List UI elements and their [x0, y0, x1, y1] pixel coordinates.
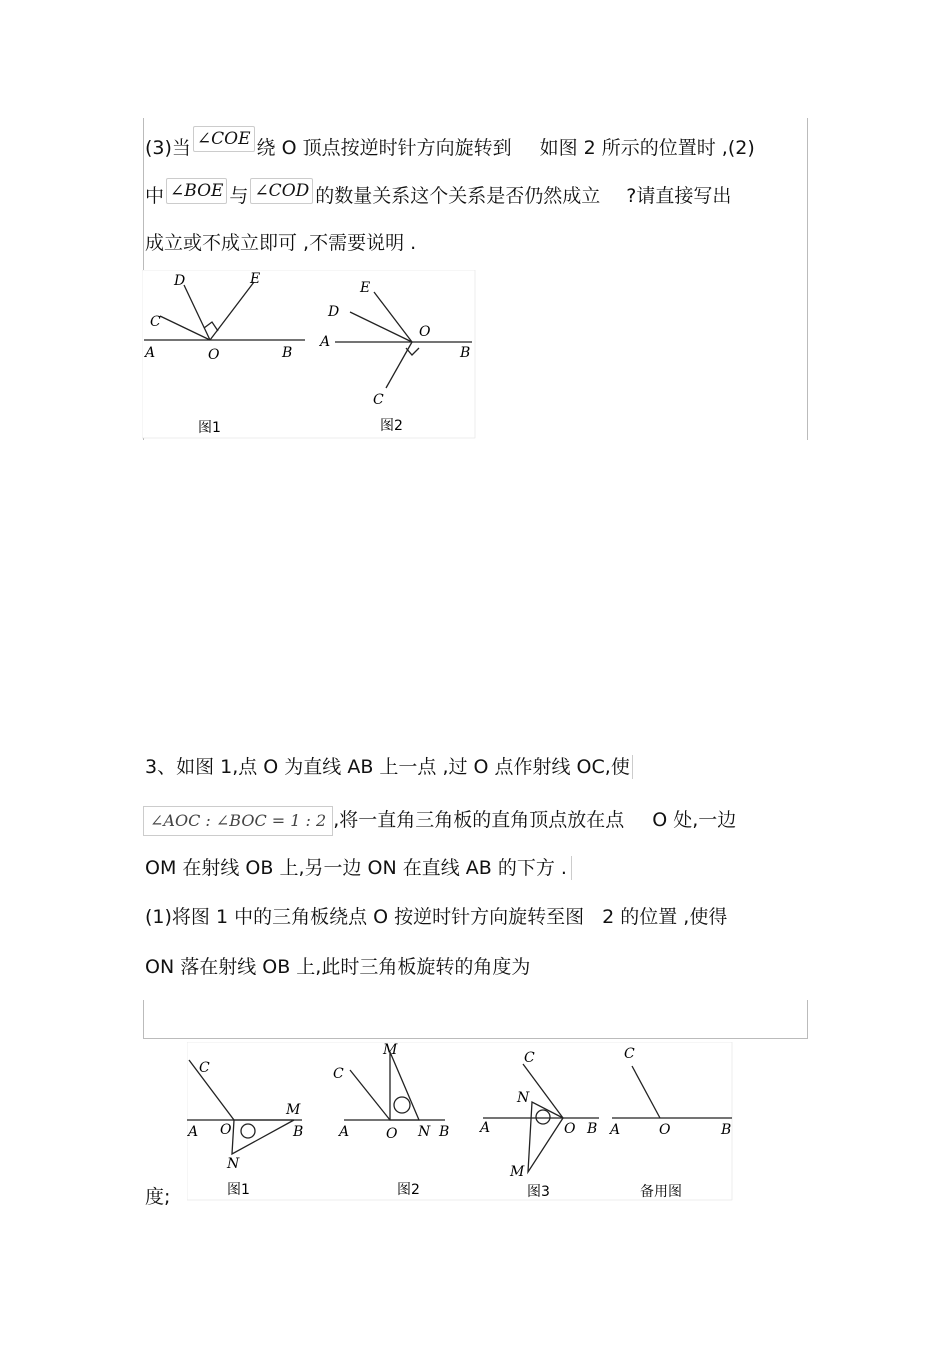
- l3-n: N: [517, 1090, 530, 1106]
- l2-b: B: [439, 1124, 450, 1140]
- lower-fig2-caption: 图2: [397, 1182, 420, 1198]
- q3-line1-a: (3)当: [145, 137, 191, 159]
- angle-boe: ∠BOE: [166, 178, 227, 204]
- l3-c: C: [524, 1050, 535, 1066]
- l3-o: O: [564, 1121, 576, 1137]
- fig1-label-o: O: [208, 347, 220, 363]
- fig1-caption: 图1: [198, 420, 221, 436]
- q3-line2-b: 与: [229, 185, 249, 207]
- l1-c: C: [199, 1060, 210, 1076]
- fig1-label-a: A: [145, 345, 156, 361]
- angle-coe: ∠COE: [193, 126, 255, 152]
- p3-line4-b: 2 的位置 ,使得: [602, 906, 728, 928]
- l4-a: A: [610, 1122, 621, 1138]
- l2-a: A: [339, 1124, 350, 1140]
- answer-frame: [143, 1000, 808, 1039]
- p3-line4: [145, 905, 727, 929]
- p3-line5: ON 落在射线 OB 上,此时三角板旋转的角度为: [145, 956, 531, 978]
- l1-a: A: [188, 1124, 199, 1140]
- upper-figures: [142, 270, 477, 440]
- q3-line1: [145, 129, 755, 162]
- q3-line1-b: 绕 O 顶点按逆时针方向旋转到: [256, 137, 512, 159]
- fig2-label-c: C: [373, 392, 384, 408]
- fig2-label-o: O: [419, 324, 431, 340]
- q3-line2: [145, 181, 732, 210]
- l4-b: B: [721, 1122, 732, 1138]
- lower-fig4-caption: 备用图: [640, 1184, 682, 1200]
- angle-cod: ∠COD: [250, 178, 313, 204]
- q3-line2-c: 的数量关系这个关系是否仍然成立: [315, 185, 601, 207]
- p3-line4-a: (1)将图 1 中的三角板绕点 O 按逆时针方向旋转至图: [145, 906, 585, 928]
- l2-n: N: [418, 1124, 431, 1140]
- p3-line3: OM 在射线 OB 上,另一边 ON 在直线 AB 的下方 .: [145, 856, 572, 880]
- l1-n: N: [227, 1156, 240, 1172]
- l3-m: M: [510, 1164, 525, 1180]
- p3-line2-a: ,将一直角三角板的直角顶点放在点: [333, 809, 625, 831]
- ratio-formula: ∠AOC : ∠BOC = 1 : 2: [143, 806, 333, 836]
- l2-m: M: [383, 1042, 398, 1058]
- l4-o: O: [659, 1122, 671, 1138]
- lower-figures: [187, 1042, 733, 1202]
- l4-c: C: [624, 1046, 635, 1062]
- l3-b: B: [587, 1121, 598, 1137]
- l2-o: O: [386, 1126, 398, 1142]
- fig2-label-a: A: [320, 334, 331, 350]
- q3-line2-a: 中: [145, 185, 165, 207]
- l1-m: M: [286, 1102, 301, 1118]
- l1-b: B: [293, 1124, 304, 1140]
- lower-fig1-caption: 图1: [227, 1182, 250, 1198]
- p3-line1: 3、如图 1,点 O 为直线 AB 上一点 ,过 O 点作射线 OC,使: [145, 755, 633, 779]
- fig2-label-b: B: [460, 345, 471, 361]
- fig1-label-d: D: [174, 273, 186, 289]
- p3-degree: 度;: [145, 1186, 171, 1208]
- q3-line3: 成立或不成立即可 ,不需要说明 .: [145, 232, 417, 254]
- lower-fig3-caption: 图3: [527, 1184, 550, 1200]
- fig1-label-b: B: [282, 345, 293, 361]
- p3-line2-b: O 处,一边: [652, 809, 737, 831]
- q3-line2-d: ?请直接写出: [626, 185, 732, 207]
- l3-a: A: [480, 1120, 491, 1136]
- p3-line2: [143, 806, 736, 836]
- fig2-label-e: E: [360, 280, 371, 296]
- fig1-label-c: C: [150, 314, 161, 330]
- q3-line1-c: 如图 2 所示的位置时 ,(2): [539, 137, 755, 159]
- fig2-caption: 图2: [380, 418, 403, 434]
- l1-o: O: [220, 1122, 232, 1138]
- l2-c: C: [333, 1066, 344, 1082]
- fig1-label-e: E: [250, 271, 261, 287]
- fig2-label-d: D: [328, 304, 340, 320]
